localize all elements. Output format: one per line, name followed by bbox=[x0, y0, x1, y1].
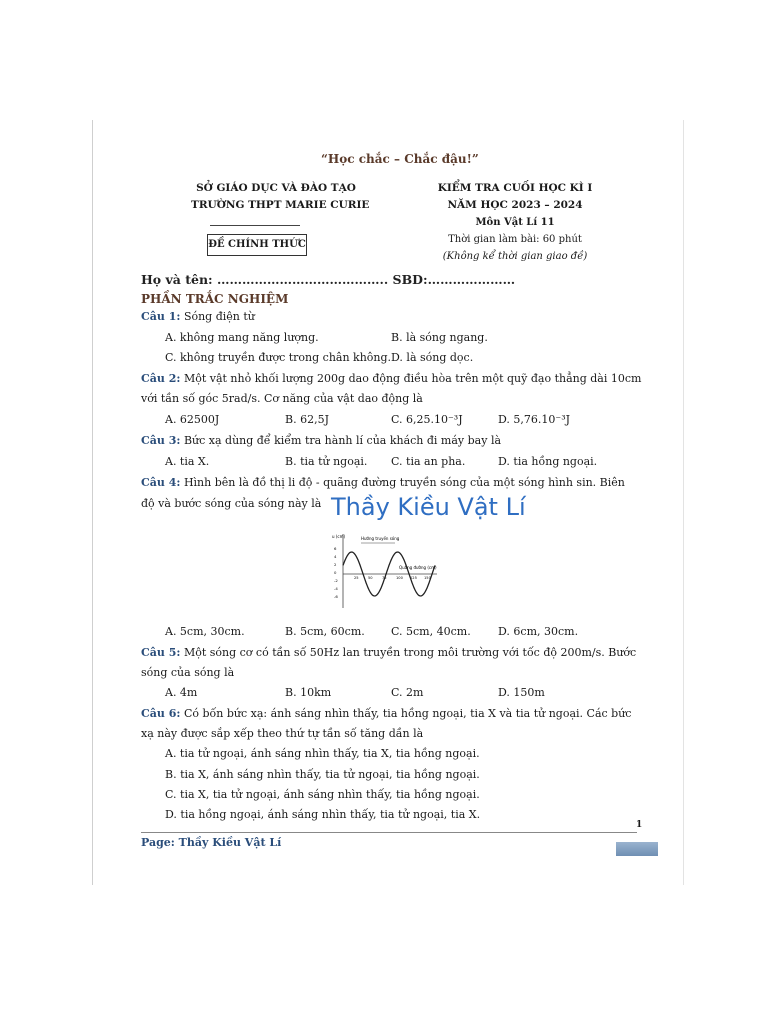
question-text: Hình bên là đồ thị li độ - quãng đường truyền sóng của một sóng hình sin. Biên bbox=[183, 476, 625, 489]
x-tick-label: 100 bbox=[396, 576, 403, 580]
wave-graph bbox=[329, 530, 439, 610]
duration-note: (Không kể thời gian giao đề) bbox=[442, 251, 588, 262]
question-text: Một vật nhỏ khối lượng 200g dao động điều hòa trên một quỹ đạo thẳng dài 10cm bbox=[183, 372, 642, 385]
question-text: Bức xạ dùng để kiểm tra hành lí của khách đi máy bay là bbox=[183, 434, 502, 447]
option-a: A. 5cm, 30cm. bbox=[165, 625, 245, 638]
y-tick-label: -2 bbox=[334, 578, 338, 583]
y-tick-label: 4 bbox=[334, 554, 337, 559]
y-axis-label: u (cm) bbox=[332, 534, 346, 539]
department-name: SỞ GIÁO DỤC VÀ ĐÀO TẠO bbox=[196, 182, 356, 194]
y-tick-label: 2 bbox=[334, 562, 337, 567]
option-a: A. 4m bbox=[165, 686, 198, 699]
subject: Môn Vật Lí 11 bbox=[475, 217, 555, 228]
y-tick-label: -4 bbox=[334, 586, 338, 591]
option-b: B. 5cm, 60cm. bbox=[285, 625, 365, 638]
question-text-cont: sóng của sóng là bbox=[141, 666, 235, 679]
option-b: B. là sóng ngang. bbox=[391, 331, 488, 344]
footer-page: Page: Thầy Kiều Vật Lí bbox=[141, 836, 282, 849]
option-d: D. 6cm, 30cm. bbox=[498, 625, 579, 638]
option-c: C. 2m bbox=[391, 686, 424, 699]
school-year: NĂM HỌC 2023 – 2024 bbox=[447, 199, 583, 211]
question-text-cont: xạ này được sắp xếp theo thứ tự tần số tăng dần là bbox=[141, 727, 424, 740]
question-5 bbox=[141, 646, 636, 659]
option-c: C. tia an pha. bbox=[391, 455, 466, 468]
x-tick-label: 50 bbox=[368, 576, 373, 580]
question-label: Câu 3: bbox=[141, 434, 181, 447]
x-ticks bbox=[354, 576, 432, 580]
option-d: D. tia hồng ngoại, ánh sáng nhìn thấy, tia tử ngoại, tia X. bbox=[165, 808, 481, 821]
option-b: B. tia tử ngoại. bbox=[285, 455, 368, 468]
y-tick-label: -6 bbox=[334, 594, 338, 599]
x-tick-label: 25 bbox=[354, 576, 359, 580]
option-a: A. tia tử ngoại, ánh sáng nhìn thấy, tia X, tia hồng ngoại. bbox=[165, 747, 480, 760]
question-label: Câu 4: bbox=[141, 476, 181, 489]
page-number: 1 bbox=[636, 820, 643, 830]
option-d: D. 150m bbox=[498, 686, 545, 699]
question-text-cont: với tần số góc 5rad/s. Cơ năng của vật dao động là bbox=[141, 392, 423, 405]
option-d: D. tia hồng ngoại. bbox=[498, 455, 598, 468]
question-label: Câu 6: bbox=[141, 707, 181, 720]
question-text: Sóng điện từ bbox=[183, 310, 255, 323]
duration: Thời gian làm bài: 60 phút bbox=[448, 234, 582, 245]
footer-divider bbox=[141, 832, 637, 833]
exam-page bbox=[92, 120, 684, 885]
x-tick-label: 75 bbox=[382, 576, 387, 580]
question-text: Có bốn bức xạ: ánh sáng nhìn thấy, tia hồng ngoại, tia X và tia tử ngoại. Các bức bbox=[183, 707, 632, 720]
x-tick-label: 150 bbox=[424, 576, 431, 580]
question-4 bbox=[141, 476, 625, 489]
y-tick-label: 0 bbox=[334, 570, 337, 575]
exam-title: KIỂM TRA CUỐI HỌC KÌ I bbox=[437, 182, 593, 194]
footer-decoration bbox=[616, 842, 658, 856]
watermark: Thầy Kiều Vật Lí bbox=[331, 493, 526, 521]
option-a: A. 62500J bbox=[165, 413, 220, 426]
option-c: C. 6,25.10⁻³J bbox=[391, 413, 463, 426]
option-d: D. là sóng dọc. bbox=[391, 351, 474, 364]
section-title: PHẦN TRẮC NGHIỆM bbox=[141, 292, 289, 306]
question-1 bbox=[141, 310, 255, 323]
option-c: C. không truyền được trong chân không. bbox=[165, 351, 392, 364]
y-ticks bbox=[334, 546, 338, 599]
motto: “Học chắc – Chắc đậu!” bbox=[321, 152, 479, 166]
school-name: TRƯỜNG THPT MARIE CURIE bbox=[191, 199, 370, 211]
question-2 bbox=[141, 372, 641, 385]
y-tick-label: 6 bbox=[334, 546, 337, 551]
name-sbd-line: Họ và tên: ………………………………….. SBD:………………… bbox=[141, 272, 516, 287]
option-c: C. 5cm, 40cm. bbox=[391, 625, 471, 638]
question-text: Một sóng cơ có tần số 50Hz lan truyền trong môi trường với tốc độ 200m/s. Bước bbox=[183, 646, 637, 659]
option-c: C. tia X, tia tử ngoại, ánh sáng nhìn thấy, tia hồng ngoại. bbox=[165, 788, 480, 801]
option-a: A. không mang năng lượng. bbox=[165, 331, 319, 344]
official-badge: ĐỀ CHÍNH THỨC bbox=[207, 234, 307, 256]
question-label: Câu 5: bbox=[141, 646, 181, 659]
question-label: Câu 2: bbox=[141, 372, 181, 385]
direction-label: Hướng truyền sóng bbox=[361, 536, 400, 541]
x-tick-label: 125 bbox=[410, 576, 417, 580]
question-3 bbox=[141, 434, 501, 447]
question-6 bbox=[141, 707, 631, 720]
divider bbox=[210, 225, 300, 226]
x-axis-label: Quãng đường (cm) bbox=[399, 565, 437, 570]
option-d: D. 5,76.10⁻³J bbox=[498, 413, 571, 426]
option-b: B. 10km bbox=[285, 686, 332, 699]
option-b: B. 62,5J bbox=[285, 413, 329, 426]
option-b: B. tia X, ánh sáng nhìn thấy, tia tử ngoại, tia hồng ngoại. bbox=[165, 768, 480, 781]
option-a: A. tia X. bbox=[165, 455, 210, 468]
question-text-cont: độ và bước sóng của sóng này là bbox=[141, 497, 322, 510]
question-label: Câu 1: bbox=[141, 310, 181, 323]
